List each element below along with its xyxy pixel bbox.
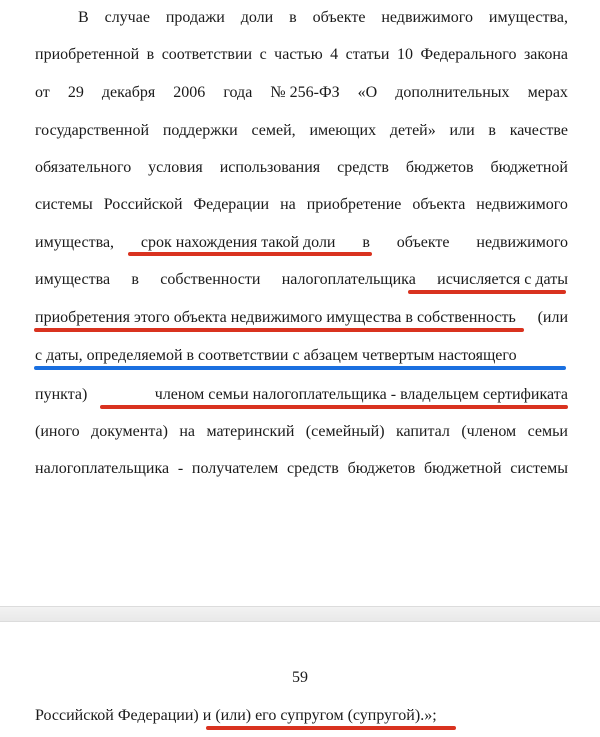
word: недвижимого	[476, 234, 568, 251]
word: приобретение	[306, 196, 402, 213]
word: бюджетов	[347, 460, 416, 477]
word: на	[179, 423, 196, 440]
word: продажи	[165, 9, 225, 26]
word: статьи	[345, 46, 390, 63]
text-line-12	[35, 422, 568, 442]
word: бюджетов	[405, 159, 474, 176]
text-line-3	[35, 83, 568, 103]
word: бюджетной	[490, 159, 568, 176]
word: в	[146, 46, 155, 63]
word: случае	[104, 9, 150, 26]
word: системы	[35, 196, 93, 213]
word: системы	[510, 460, 568, 477]
word: средств	[287, 460, 339, 477]
word: объекта	[412, 196, 466, 213]
word: -	[177, 460, 184, 477]
text-line-8	[35, 270, 568, 290]
page-number: 59	[292, 669, 308, 686]
word: поддержки	[162, 122, 238, 139]
word: в	[131, 271, 139, 288]
word: (или	[537, 309, 568, 326]
word: налогоплательщика	[35, 460, 170, 477]
blue-underline-mark	[34, 366, 566, 370]
word: использования	[219, 159, 321, 176]
word: семей,	[251, 122, 296, 139]
word: капитал	[395, 423, 450, 440]
word: 4	[330, 46, 339, 63]
word: Российской Федерации)	[35, 707, 199, 724]
text-line-10	[35, 346, 568, 366]
word: условия	[148, 159, 203, 176]
red-underline-mark	[34, 328, 524, 332]
word: частью	[274, 46, 323, 63]
highlighted-phrase: членом семьи налогоплательщика - владельцем сертификата	[154, 386, 568, 403]
text-line-9	[35, 308, 568, 328]
word: качестве	[509, 122, 568, 139]
word: детей»	[389, 122, 436, 139]
word: имущества	[35, 271, 111, 288]
highlighted-phrase: исчисляется с даты	[437, 271, 568, 288]
red-underline-mark	[128, 252, 372, 256]
word: 2006	[173, 84, 206, 101]
word: средств	[337, 159, 389, 176]
word: дополнительных	[395, 84, 510, 101]
word: мерах	[527, 84, 568, 101]
text-line-11	[35, 385, 568, 405]
word: (семейный)	[305, 423, 385, 440]
text-line-7	[35, 233, 568, 253]
word: имеющих	[309, 122, 377, 139]
word: бюджетной	[424, 460, 502, 477]
word: с	[259, 46, 267, 63]
text-line-1	[78, 8, 568, 28]
text-line-4	[35, 121, 568, 141]
word: материнский	[206, 423, 295, 440]
highlighted-phrase: с даты, определяемой в соответствии с абзацем четвертым настоящего	[35, 347, 517, 364]
word: семьи	[527, 423, 568, 440]
word: объекте	[312, 9, 366, 26]
red-underline-mark	[408, 290, 566, 294]
word: недвижимого	[476, 196, 568, 213]
highlighted-phrase: и (или) его супругом (супругой).»;	[202, 707, 437, 724]
word: Федерации	[193, 196, 270, 213]
text-line-5	[35, 158, 568, 178]
word: на	[280, 196, 296, 213]
page-separator	[0, 606, 600, 622]
word: документа)	[91, 423, 168, 440]
word: «О	[357, 84, 378, 101]
text-line-2	[35, 45, 568, 65]
word: имущества,	[35, 234, 115, 251]
word: доли	[240, 9, 274, 26]
word: налогоплательщика	[281, 271, 416, 288]
text-line-13	[35, 459, 568, 479]
word: собственности	[160, 271, 261, 288]
word: получателем	[191, 460, 279, 477]
highlighted-phrase: приобретения этого объекта недвижимого имущества в собственность	[35, 309, 516, 326]
word: в	[289, 9, 297, 26]
word: 10	[396, 46, 413, 63]
word: соответствии	[161, 46, 253, 63]
word: в	[362, 234, 370, 251]
word: закона	[523, 46, 568, 63]
word: объекте	[396, 234, 450, 251]
word: или	[449, 122, 475, 139]
word: имущества,	[488, 9, 568, 26]
word: недвижимого	[381, 9, 473, 26]
word: приобретенной	[35, 46, 140, 63]
text-line-continued	[35, 706, 437, 726]
word: года	[223, 84, 253, 101]
red-underline-mark	[100, 405, 568, 409]
word: от	[35, 84, 50, 101]
word: в	[488, 122, 496, 139]
word: (членом	[461, 423, 517, 440]
word: № 256-ФЗ	[270, 84, 340, 101]
highlighted-phrase: срок нахождения такой доли	[140, 234, 336, 251]
word: обязательного	[35, 159, 132, 176]
word: В	[78, 9, 89, 26]
word: декабря	[101, 84, 156, 101]
red-underline-mark	[206, 726, 456, 730]
text-line-6	[35, 195, 568, 215]
word: (иного	[35, 423, 80, 440]
word: Федерального	[420, 46, 517, 63]
word: государственной	[35, 122, 150, 139]
word: пункта)	[35, 386, 88, 403]
word: Российской	[103, 196, 183, 213]
word: 29	[67, 84, 84, 101]
